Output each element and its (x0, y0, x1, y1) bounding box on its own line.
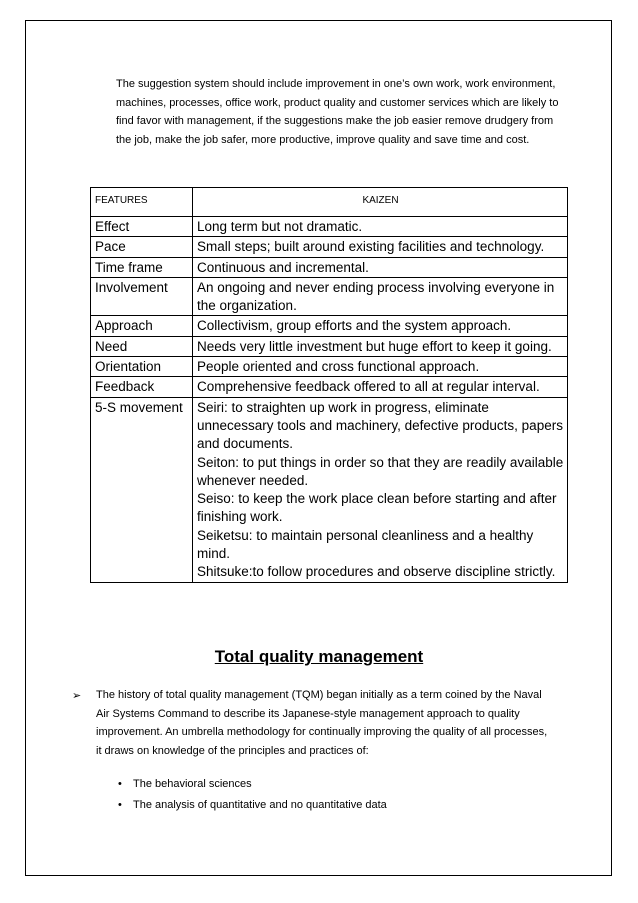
table-row (91, 257, 568, 277)
kaizen-cell: Long term but not dramatic. (193, 217, 568, 237)
table-row-five-s (91, 397, 568, 582)
five-s-seiton: Seiton: to put things in order so that they are readily available whenever needed. (197, 454, 564, 488)
five-s-cell (193, 397, 568, 582)
kaizen-cell: Small steps; built around existing facilities and technology. (193, 237, 568, 257)
feature-cell: Feedback (91, 377, 193, 397)
feature-cell: Pace (91, 237, 193, 257)
bullet-dot-icon: • (118, 778, 122, 790)
five-s-shitsuke: Shitsuke:to follow procedures and observe discipline strictly. (197, 564, 556, 580)
list-item-text: The analysis of quantitative and no quantitative data (133, 799, 387, 811)
five-s-seiri: Seiri: to straighten up work in progress, eliminate unnecessary tools and machinery, defective products, papers and documents. (197, 399, 563, 452)
feature-cell: Involvement (91, 277, 193, 316)
kaizen-cell: Needs very little investment but huge effort to keep it going. (193, 336, 568, 356)
section-heading-text: Total quality management (214, 647, 424, 666)
feature-cell: Time frame (91, 257, 193, 277)
feature-cell: Approach (91, 316, 193, 336)
kaizen-cell: Continuous and incremental. (193, 257, 568, 277)
table-row (91, 237, 568, 257)
kaizen-cell: People oriented and cross functional approach. (193, 357, 568, 377)
five-s-seiketsu: Seiketsu: to maintain personal cleanliness and a healthy mind. (197, 527, 534, 562)
bullet-dot-icon: • (118, 799, 122, 811)
section-heading (0, 647, 638, 667)
table-row (91, 316, 568, 336)
kaizen-features-table (90, 187, 568, 583)
kaizen-cell: Comprehensive feedback offered to all at regular interval. (193, 377, 568, 397)
table-row (91, 377, 568, 397)
arrow-bullet-icon: ➢ (72, 690, 82, 702)
tqm-arrow-bullet (72, 686, 548, 760)
feature-cell: Effect (91, 217, 193, 237)
feature-cell: Orientation (91, 357, 193, 377)
tqm-history-paragraph: The history of total quality management (TQM) began initially as a term coined by the Naval Air Systems Command to describe its Japanese-style management approach to quality improvement. An umbrella methodology for continually improving the quality of all processes, it draws on knowledge of the principles and practices of: (96, 689, 548, 757)
feature-cell: 5-S movement (91, 397, 193, 582)
list-item-text: The behavioral sciences (133, 778, 252, 790)
kaizen-cell: An ongoing and never ending process involving everyone in the organization. (193, 277, 568, 316)
header-kaizen: KAIZEN (193, 188, 568, 217)
feature-cell: Need (91, 336, 193, 356)
table-row (91, 217, 568, 237)
list-item (118, 795, 387, 816)
list-item (118, 774, 387, 795)
table-row (91, 336, 568, 356)
table-row (91, 357, 568, 377)
intro-paragraph: The suggestion system should include improvement in one’s own work, work environment, machines, processes, office work, product quality and customer services which are likely to find favor with management, if the suggestions make the job easier remove drudgery from the job, make the job safer, more productive, improve quality and save time and cost. (116, 78, 559, 146)
table-row (91, 277, 568, 316)
kaizen-cell: Collectivism, group efforts and the system approach. (193, 316, 568, 336)
table-header-row (91, 188, 568, 217)
bullet-list (118, 774, 387, 816)
five-s-seiso: Seiso: to keep the work place clean before starting and after finishing work. (197, 491, 557, 525)
header-features: FEATURES (91, 188, 193, 217)
